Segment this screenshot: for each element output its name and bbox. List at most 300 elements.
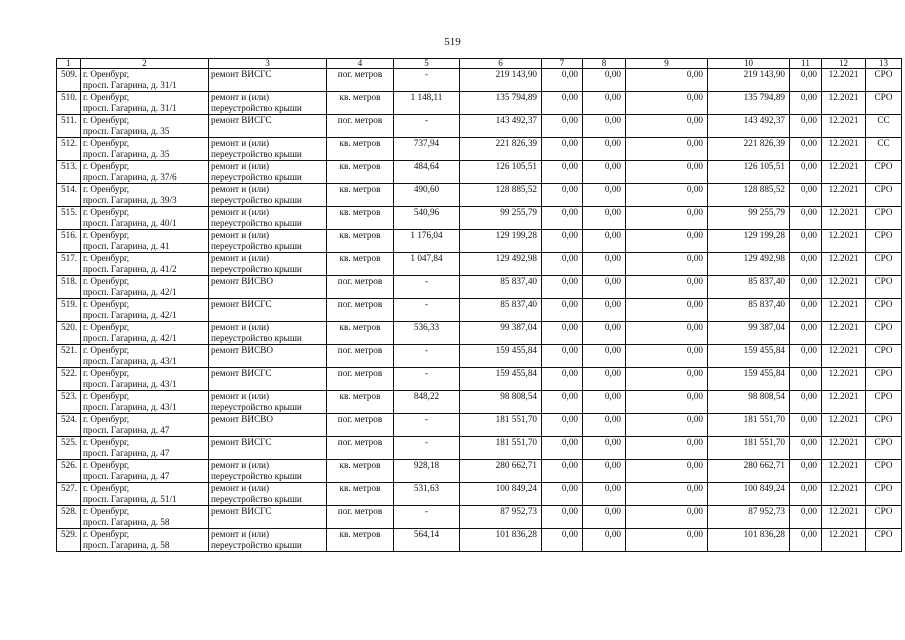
address-cell-line: г. Оренбург, xyxy=(83,253,130,263)
deadline-cell: 12.2021 xyxy=(822,92,866,115)
work-type-cell-line: переустройство крыши xyxy=(211,171,302,182)
work-type-cell-line: переустройство крыши xyxy=(211,240,302,251)
value-cell: 0,00 xyxy=(790,506,822,529)
quantity-cell: - xyxy=(394,414,460,437)
value-cell: 0,00 xyxy=(790,437,822,460)
value-cell: 0,00 xyxy=(583,368,626,391)
column-header: 7 xyxy=(542,59,583,69)
page-number: 519 xyxy=(444,36,461,48)
work-type-cell-line: переустройство крыши xyxy=(211,194,302,205)
value-cell: 0,00 xyxy=(583,299,626,322)
work-type-cell-line: ремонт ВИСГС xyxy=(211,506,272,516)
work-type-cell xyxy=(209,230,327,253)
deadline-cell: 12.2021 xyxy=(822,414,866,437)
value-cell: 0,00 xyxy=(583,391,626,414)
work-type-cell xyxy=(209,483,327,506)
value-cell: 0,00 xyxy=(626,506,708,529)
column-header: 2 xyxy=(81,59,209,69)
unit-cell: кв. метров xyxy=(327,207,394,230)
value-cell: 0,00 xyxy=(790,69,822,92)
quantity-cell: 490,60 xyxy=(394,184,460,207)
value-cell: 0,00 xyxy=(626,299,708,322)
table-row xyxy=(57,368,902,391)
work-type-cell-line: переустройство крыши xyxy=(211,217,302,228)
total-cost-cell: 181 551,70 xyxy=(460,437,542,460)
address-cell xyxy=(81,299,209,322)
fund-type-cell: СРО xyxy=(866,414,902,437)
column-header: 1 xyxy=(57,59,81,69)
address-cell xyxy=(81,230,209,253)
value-cell: 0,00 xyxy=(583,138,626,161)
value-cell: 0,00 xyxy=(542,92,583,115)
quantity-cell: - xyxy=(394,276,460,299)
address-cell-line: г. Оренбург, xyxy=(83,69,130,79)
work-type-cell-line: ремонт и (или) xyxy=(211,253,270,263)
total-cost-cell: 129 492,98 xyxy=(460,253,542,276)
table-row xyxy=(57,437,902,460)
fund-cost-cell: 219 143,90 xyxy=(708,69,790,92)
column-header: 9 xyxy=(626,59,708,69)
table-row xyxy=(57,414,902,437)
fund-type-cell: СРО xyxy=(866,69,902,92)
value-cell: 0,00 xyxy=(790,529,822,552)
deadline-cell: 12.2021 xyxy=(822,207,866,230)
quantity-cell: - xyxy=(394,115,460,138)
fund-cost-cell: 159 455,84 xyxy=(708,368,790,391)
value-cell: 0,00 xyxy=(790,115,822,138)
value-cell: 0,00 xyxy=(626,253,708,276)
work-type-cell-line: переустройство крыши xyxy=(211,102,302,113)
address-cell-line: просп. Гагарина, д. 35 xyxy=(83,148,170,159)
row-number: 527. xyxy=(57,483,81,506)
address-cell-line: г. Оренбург, xyxy=(83,483,130,493)
value-cell: 0,00 xyxy=(542,69,583,92)
address-cell-line: просп. Гагарина, д. 43/1 xyxy=(83,401,177,412)
work-type-cell-line: переустройство крыши xyxy=(211,332,302,343)
value-cell: 0,00 xyxy=(583,92,626,115)
value-cell: 0,00 xyxy=(790,276,822,299)
work-type-cell-line: ремонт и (или) xyxy=(211,483,270,493)
work-type-cell-line: ремонт ВИСВО xyxy=(211,345,273,355)
address-cell-line: г. Оренбург, xyxy=(83,276,130,286)
fund-type-cell: СРО xyxy=(866,437,902,460)
deadline-cell: 12.2021 xyxy=(822,299,866,322)
value-cell: 0,00 xyxy=(790,460,822,483)
deadline-cell: 12.2021 xyxy=(822,506,866,529)
row-number: 509. xyxy=(57,69,81,92)
value-cell: 0,00 xyxy=(583,253,626,276)
value-cell: 0,00 xyxy=(583,345,626,368)
fund-type-cell: СС xyxy=(866,115,902,138)
address-cell-line: г. Оренбург, xyxy=(83,391,130,401)
value-cell: 0,00 xyxy=(542,506,583,529)
address-cell-line: просп. Гагарина, д. 47 xyxy=(83,447,170,458)
address-cell-line: просп. Гагарина, д. 41/2 xyxy=(83,263,177,274)
fund-type-cell: СРО xyxy=(866,460,902,483)
work-type-cell-line: ремонт и (или) xyxy=(211,207,270,217)
work-type-cell-line: ремонт и (или) xyxy=(211,161,270,171)
column-header: 5 xyxy=(394,59,460,69)
unit-cell: кв. метров xyxy=(327,483,394,506)
value-cell: 0,00 xyxy=(583,230,626,253)
unit-cell: пог. метров xyxy=(327,345,394,368)
fund-type-cell: СРО xyxy=(866,230,902,253)
fund-type-cell: СРО xyxy=(866,322,902,345)
fund-type-cell: СРО xyxy=(866,368,902,391)
table-row xyxy=(57,276,902,299)
table-row xyxy=(57,92,902,115)
unit-cell: кв. метров xyxy=(327,460,394,483)
address-cell-line: просп. Гагарина, д. 47 xyxy=(83,470,170,481)
quantity-cell: 1 176,04 xyxy=(394,230,460,253)
work-type-cell xyxy=(209,207,327,230)
column-header: 6 xyxy=(460,59,542,69)
value-cell: 0,00 xyxy=(626,322,708,345)
value-cell: 0,00 xyxy=(790,368,822,391)
value-cell: 0,00 xyxy=(542,437,583,460)
value-cell: 0,00 xyxy=(583,276,626,299)
quantity-cell: 1 148,11 xyxy=(394,92,460,115)
row-number: 528. xyxy=(57,506,81,529)
total-cost-cell: 143 492,37 xyxy=(460,115,542,138)
work-type-cell xyxy=(209,460,327,483)
unit-cell: кв. метров xyxy=(327,391,394,414)
value-cell: 0,00 xyxy=(542,299,583,322)
fund-type-cell: СРО xyxy=(866,345,902,368)
value-cell: 0,00 xyxy=(626,138,708,161)
value-cell: 0,00 xyxy=(626,92,708,115)
value-cell: 0,00 xyxy=(626,276,708,299)
total-cost-cell: 219 143,90 xyxy=(460,69,542,92)
address-cell xyxy=(81,391,209,414)
quantity-cell: 484,64 xyxy=(394,161,460,184)
total-cost-cell: 99 387,04 xyxy=(460,322,542,345)
work-type-cell xyxy=(209,69,327,92)
work-type-cell-line: ремонт и (или) xyxy=(211,460,270,470)
quantity-cell: 531,63 xyxy=(394,483,460,506)
row-number: 519. xyxy=(57,299,81,322)
deadline-cell: 12.2021 xyxy=(822,322,866,345)
work-type-cell xyxy=(209,506,327,529)
table-row xyxy=(57,230,902,253)
value-cell: 0,00 xyxy=(583,414,626,437)
quantity-cell: 536,33 xyxy=(394,322,460,345)
fund-cost-cell: 99 255,79 xyxy=(708,207,790,230)
address-cell-line: г. Оренбург, xyxy=(83,92,130,102)
value-cell: 0,00 xyxy=(790,92,822,115)
work-type-cell xyxy=(209,414,327,437)
address-cell-line: г. Оренбург, xyxy=(83,437,130,447)
value-cell: 0,00 xyxy=(626,161,708,184)
deadline-cell: 12.2021 xyxy=(822,437,866,460)
value-cell: 0,00 xyxy=(542,345,583,368)
value-cell: 0,00 xyxy=(626,115,708,138)
work-type-cell xyxy=(209,161,327,184)
total-cost-cell: 181 551,70 xyxy=(460,414,542,437)
deadline-cell: 12.2021 xyxy=(822,138,866,161)
value-cell: 0,00 xyxy=(542,529,583,552)
address-cell xyxy=(81,529,209,552)
work-type-cell-line: ремонт и (или) xyxy=(211,184,270,194)
table-row xyxy=(57,345,902,368)
value-cell: 0,00 xyxy=(583,69,626,92)
work-type-cell-line: ремонт и (или) xyxy=(211,230,270,240)
unit-cell: кв. метров xyxy=(327,529,394,552)
table-row xyxy=(57,483,902,506)
work-type-cell-line: ремонт ВИСГС xyxy=(211,437,272,447)
unit-cell: кв. метров xyxy=(327,92,394,115)
quantity-cell: 848,22 xyxy=(394,391,460,414)
work-type-cell-line: ремонт и (или) xyxy=(211,138,270,148)
fund-cost-cell: 129 492,98 xyxy=(708,253,790,276)
work-type-cell xyxy=(209,138,327,161)
row-number: 520. xyxy=(57,322,81,345)
row-number: 525. xyxy=(57,437,81,460)
address-cell xyxy=(81,138,209,161)
table-row xyxy=(57,69,902,92)
row-number: 523. xyxy=(57,391,81,414)
total-cost-cell: 101 836,28 xyxy=(460,529,542,552)
address-cell-line: г. Оренбург, xyxy=(83,230,130,240)
value-cell: 0,00 xyxy=(542,115,583,138)
value-cell: 0,00 xyxy=(583,437,626,460)
table-row xyxy=(57,184,902,207)
fund-cost-cell: 143 492,37 xyxy=(708,115,790,138)
table-row xyxy=(57,299,902,322)
row-number: 526. xyxy=(57,460,81,483)
work-type-cell xyxy=(209,391,327,414)
value-cell: 0,00 xyxy=(583,161,626,184)
row-number: 524. xyxy=(57,414,81,437)
unit-cell: пог. метров xyxy=(327,115,394,138)
deadline-cell: 12.2021 xyxy=(822,345,866,368)
work-type-cell-line: ремонт и (или) xyxy=(211,92,270,102)
value-cell: 0,00 xyxy=(583,460,626,483)
table-row xyxy=(57,161,902,184)
fund-type-cell: СРО xyxy=(866,207,902,230)
address-cell-line: просп. Гагарина, д. 58 xyxy=(83,539,170,550)
row-number: 513. xyxy=(57,161,81,184)
fund-type-cell: СРО xyxy=(866,253,902,276)
unit-cell: пог. метров xyxy=(327,414,394,437)
value-cell: 0,00 xyxy=(790,138,822,161)
table-body xyxy=(57,69,902,552)
fund-cost-cell: 98 808,54 xyxy=(708,391,790,414)
value-cell: 0,00 xyxy=(583,529,626,552)
address-cell-line: г. Оренбург, xyxy=(83,322,130,332)
unit-cell: пог. метров xyxy=(327,368,394,391)
fund-cost-cell: 159 455,84 xyxy=(708,345,790,368)
deadline-cell: 12.2021 xyxy=(822,391,866,414)
row-number: 511. xyxy=(57,115,81,138)
value-cell: 0,00 xyxy=(626,184,708,207)
address-cell xyxy=(81,460,209,483)
value-cell: 0,00 xyxy=(542,460,583,483)
row-number: 522. xyxy=(57,368,81,391)
fund-type-cell: СРО xyxy=(866,276,902,299)
value-cell: 0,00 xyxy=(542,368,583,391)
unit-cell: кв. метров xyxy=(327,161,394,184)
address-cell-line: просп. Гагарина, д. 31/1 xyxy=(83,79,177,90)
work-type-cell-line: ремонт ВИСГС xyxy=(211,115,272,125)
row-number: 512. xyxy=(57,138,81,161)
row-number: 510. xyxy=(57,92,81,115)
fund-cost-cell: 280 662,71 xyxy=(708,460,790,483)
address-cell-line: просп. Гагарина, д. 43/1 xyxy=(83,378,177,389)
value-cell: 0,00 xyxy=(583,483,626,506)
work-type-cell-line: переустройство крыши xyxy=(211,539,302,550)
row-number: 515. xyxy=(57,207,81,230)
fund-cost-cell: 85 837,40 xyxy=(708,276,790,299)
quantity-cell: - xyxy=(394,368,460,391)
quantity-cell: - xyxy=(394,299,460,322)
value-cell: 0,00 xyxy=(542,483,583,506)
address-cell xyxy=(81,207,209,230)
address-cell xyxy=(81,414,209,437)
fund-cost-cell: 221 826,39 xyxy=(708,138,790,161)
total-cost-cell: 135 794,89 xyxy=(460,92,542,115)
address-cell-line: просп. Гагарина, д. 39/3 xyxy=(83,194,177,205)
deadline-cell: 12.2021 xyxy=(822,529,866,552)
total-cost-cell: 99 255,79 xyxy=(460,207,542,230)
address-cell-line: г. Оренбург, xyxy=(83,345,130,355)
value-cell: 0,00 xyxy=(583,184,626,207)
unit-cell: кв. метров xyxy=(327,322,394,345)
column-header: 3 xyxy=(209,59,327,69)
quantity-cell: 1 047,84 xyxy=(394,253,460,276)
address-cell-line: г. Оренбург, xyxy=(83,368,130,378)
header-row xyxy=(57,59,902,69)
address-cell-line: г. Оренбург, xyxy=(83,299,130,309)
deadline-cell: 12.2021 xyxy=(822,184,866,207)
value-cell: 0,00 xyxy=(542,276,583,299)
address-cell-line: г. Оренбург, xyxy=(83,161,130,171)
work-type-cell-line: ремонт ВИСВО xyxy=(211,414,273,424)
address-cell-line: г. Оренбург, xyxy=(83,184,130,194)
unit-cell: пог. метров xyxy=(327,299,394,322)
deadline-cell: 12.2021 xyxy=(822,161,866,184)
work-type-cell-line: ремонт ВИСГС xyxy=(211,368,272,378)
quantity-cell: 564,14 xyxy=(394,529,460,552)
fund-cost-cell: 135 794,89 xyxy=(708,92,790,115)
address-cell xyxy=(81,276,209,299)
address-cell-line: г. Оренбург, xyxy=(83,414,130,424)
fund-cost-cell: 87 952,73 xyxy=(708,506,790,529)
address-cell-line: просп. Гагарина, д. 43/1 xyxy=(83,355,177,366)
value-cell: 0,00 xyxy=(626,207,708,230)
unit-cell: кв. метров xyxy=(327,184,394,207)
work-type-cell xyxy=(209,253,327,276)
column-header: 4 xyxy=(327,59,394,69)
value-cell: 0,00 xyxy=(790,230,822,253)
total-cost-cell: 87 952,73 xyxy=(460,506,542,529)
fund-cost-cell: 85 837,40 xyxy=(708,299,790,322)
table-row xyxy=(57,253,902,276)
value-cell: 0,00 xyxy=(790,345,822,368)
unit-cell: пог. метров xyxy=(327,506,394,529)
address-cell xyxy=(81,184,209,207)
total-cost-cell: 159 455,84 xyxy=(460,368,542,391)
deadline-cell: 12.2021 xyxy=(822,460,866,483)
fund-type-cell: СС xyxy=(866,138,902,161)
quantity-cell: 928,18 xyxy=(394,460,460,483)
work-type-cell xyxy=(209,276,327,299)
fund-type-cell: СРО xyxy=(866,529,902,552)
value-cell: 0,00 xyxy=(626,345,708,368)
work-type-cell xyxy=(209,92,327,115)
value-cell: 0,00 xyxy=(626,230,708,253)
quantity-cell: - xyxy=(394,437,460,460)
address-cell xyxy=(81,92,209,115)
deadline-cell: 12.2021 xyxy=(822,230,866,253)
fund-type-cell: СРО xyxy=(866,506,902,529)
fund-cost-cell: 128 885,52 xyxy=(708,184,790,207)
address-cell-line: просп. Гагарина, д. 31/1 xyxy=(83,102,177,113)
address-cell-line: г. Оренбург, xyxy=(83,138,130,148)
quantity-cell: 737,94 xyxy=(394,138,460,161)
address-cell xyxy=(81,506,209,529)
value-cell: 0,00 xyxy=(626,483,708,506)
total-cost-cell: 221 826,39 xyxy=(460,138,542,161)
value-cell: 0,00 xyxy=(626,414,708,437)
fund-type-cell: СРО xyxy=(866,299,902,322)
total-cost-cell: 85 837,40 xyxy=(460,299,542,322)
value-cell: 0,00 xyxy=(626,368,708,391)
value-cell: 0,00 xyxy=(583,115,626,138)
address-cell-line: г. Оренбург, xyxy=(83,460,130,470)
work-type-cell-line: ремонт ВИСВО xyxy=(211,276,273,286)
deadline-cell: 12.2021 xyxy=(822,483,866,506)
address-cell xyxy=(81,322,209,345)
fund-type-cell: СРО xyxy=(866,184,902,207)
fund-cost-cell: 99 387,04 xyxy=(708,322,790,345)
value-cell: 0,00 xyxy=(626,529,708,552)
value-cell: 0,00 xyxy=(790,322,822,345)
fund-cost-cell: 181 551,70 xyxy=(708,437,790,460)
value-cell: 0,00 xyxy=(626,437,708,460)
column-header: 12 xyxy=(822,59,866,69)
total-cost-cell: 159 455,84 xyxy=(460,345,542,368)
address-cell-line: просп. Гагарина, д. 51/1 xyxy=(83,493,177,504)
row-number: 529. xyxy=(57,529,81,552)
deadline-cell: 12.2021 xyxy=(822,368,866,391)
unit-cell: кв. метров xyxy=(327,230,394,253)
unit-cell: пог. метров xyxy=(327,437,394,460)
value-cell: 0,00 xyxy=(583,207,626,230)
deadline-cell: 12.2021 xyxy=(822,253,866,276)
address-cell xyxy=(81,69,209,92)
value-cell: 0,00 xyxy=(626,391,708,414)
fund-cost-cell: 101 836,28 xyxy=(708,529,790,552)
address-cell xyxy=(81,368,209,391)
address-cell xyxy=(81,483,209,506)
total-cost-cell: 126 105,51 xyxy=(460,161,542,184)
value-cell: 0,00 xyxy=(542,207,583,230)
fund-type-cell: СРО xyxy=(866,161,902,184)
address-cell xyxy=(81,345,209,368)
column-header: 11 xyxy=(790,59,822,69)
value-cell: 0,00 xyxy=(790,161,822,184)
work-type-cell-line: переустройство крыши xyxy=(211,493,302,504)
deadline-cell: 12.2021 xyxy=(822,115,866,138)
address-cell-line: г. Оренбург, xyxy=(83,115,130,125)
value-cell: 0,00 xyxy=(542,161,583,184)
address-cell-line: просп. Гагарина, д. 40/1 xyxy=(83,217,177,228)
unit-cell: пог. метров xyxy=(327,276,394,299)
repair-schedule-table xyxy=(56,58,902,552)
column-header: 8 xyxy=(583,59,626,69)
total-cost-cell: 129 199,28 xyxy=(460,230,542,253)
